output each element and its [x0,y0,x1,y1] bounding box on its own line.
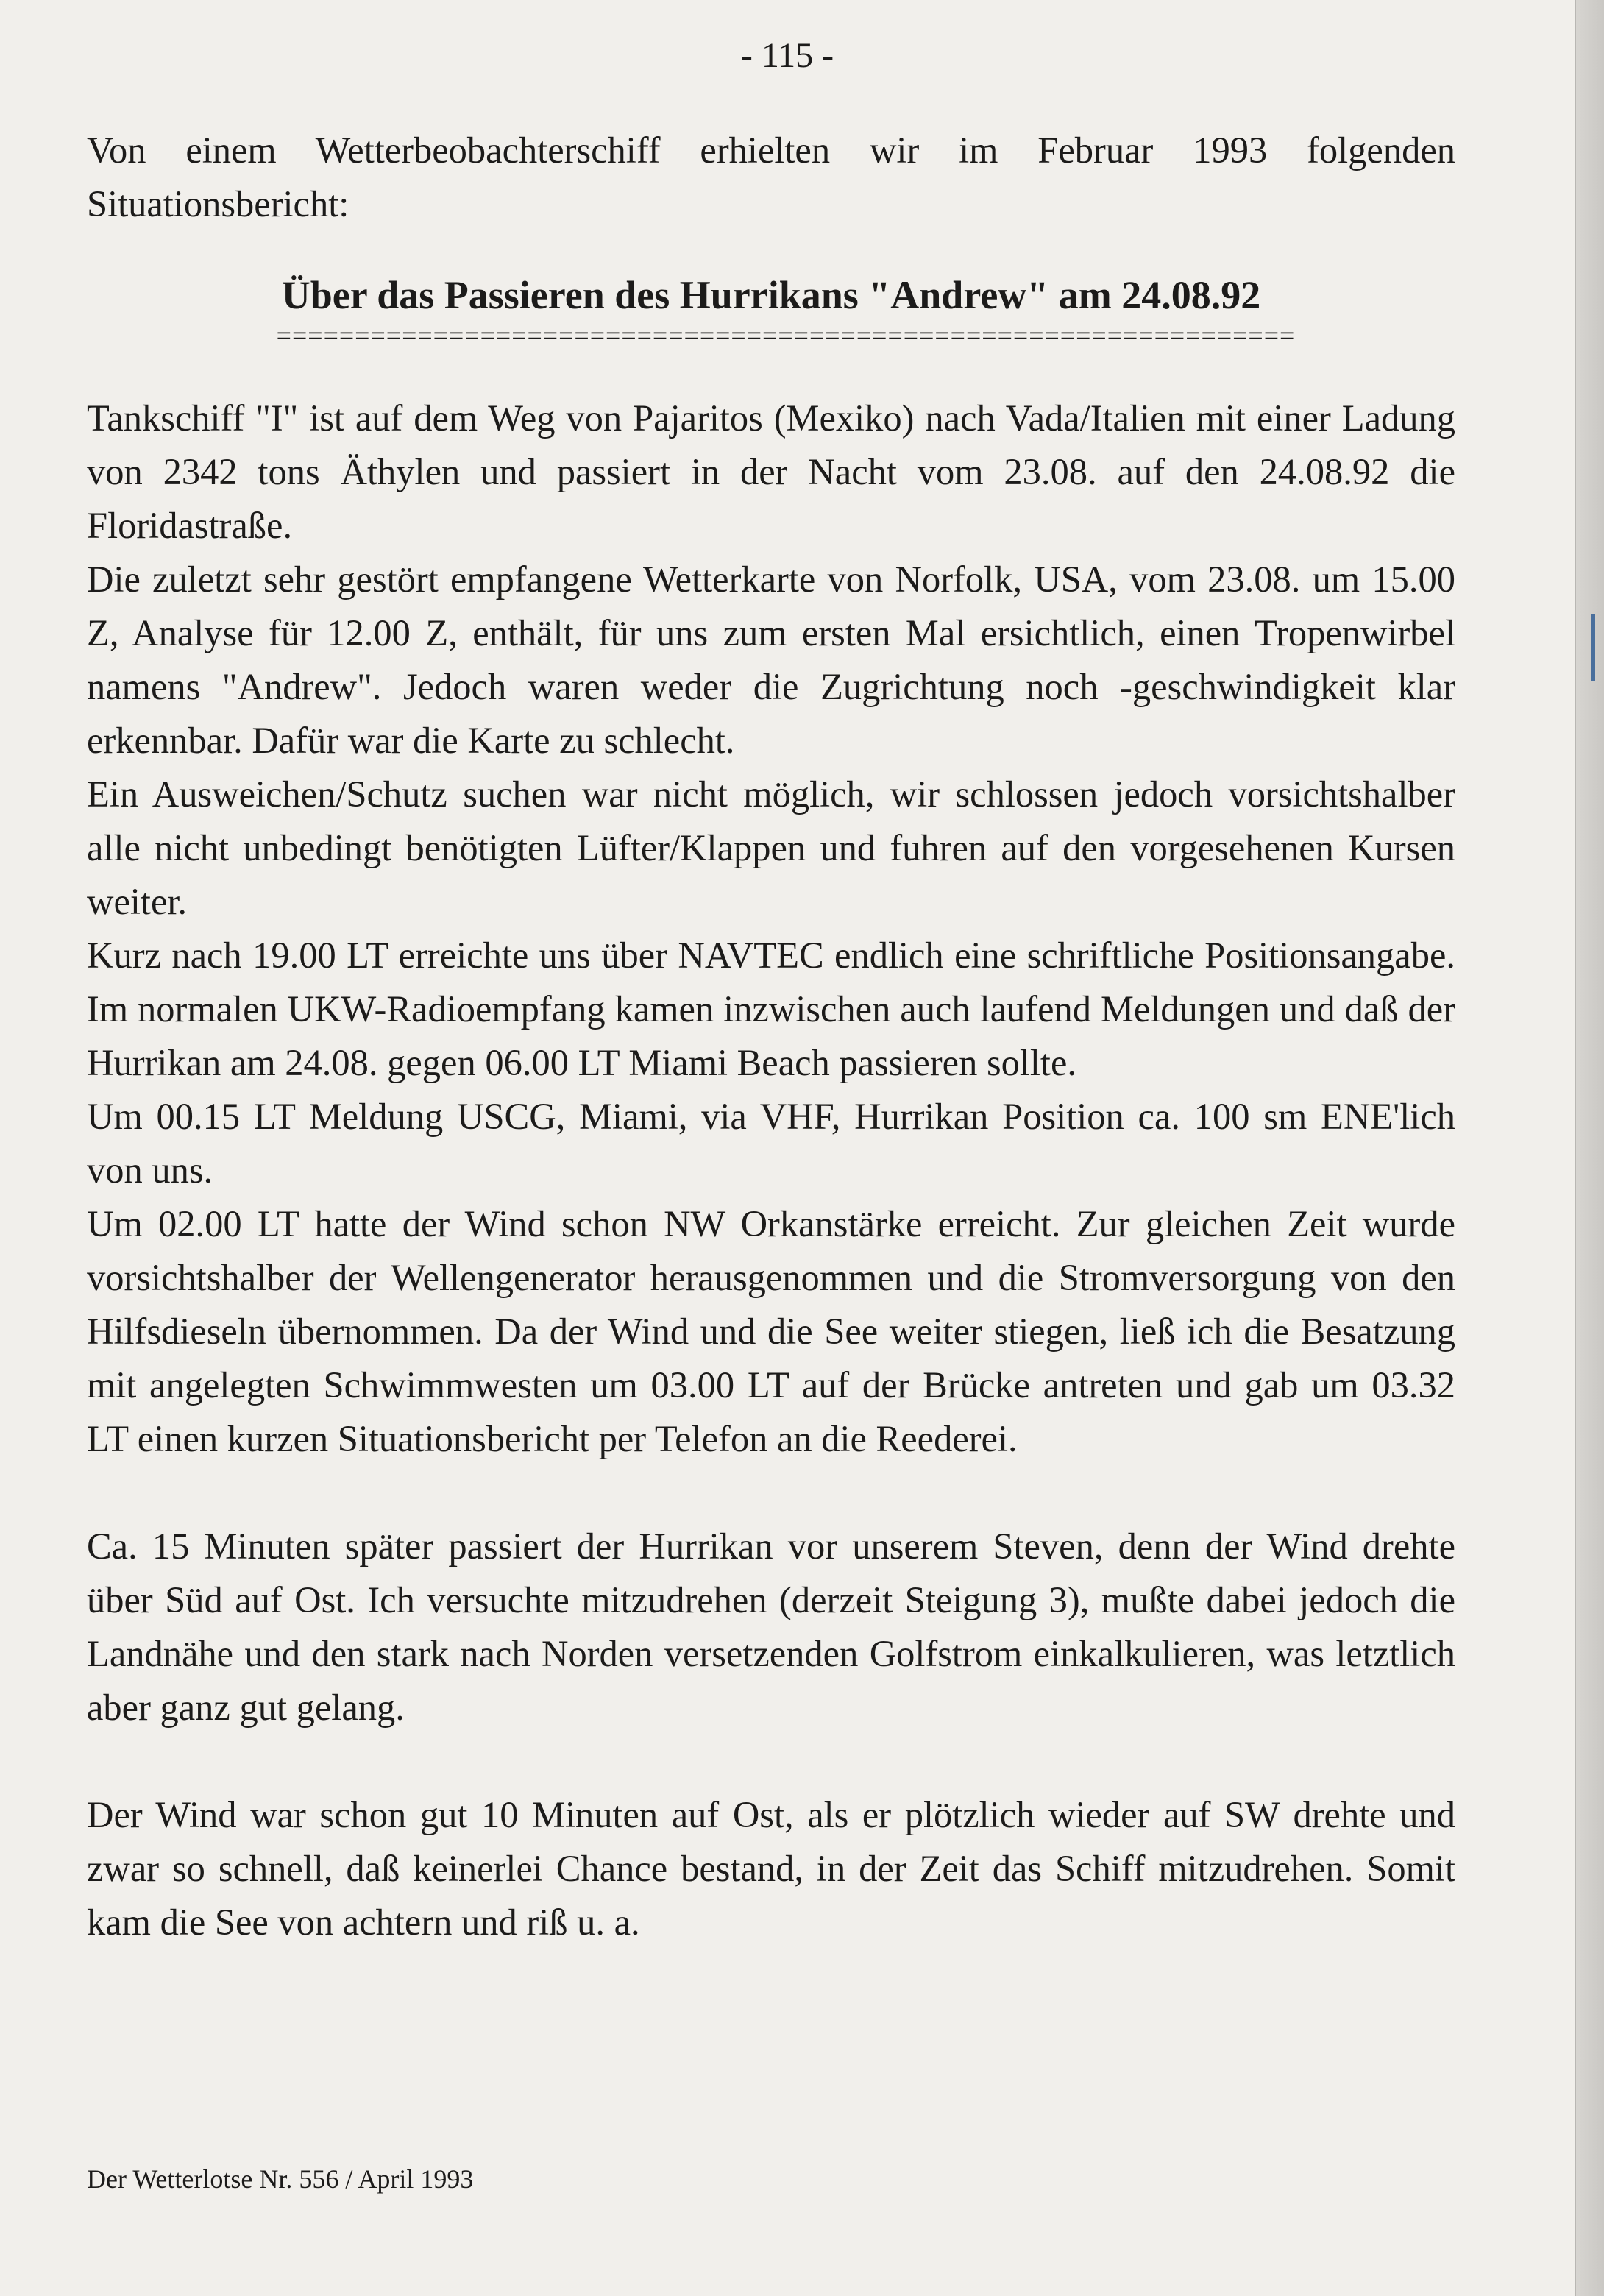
paragraph-hurricane-passing: Ca. 15 Minuten später passiert der Hurrikan vor unserem Steven, denn der Wind drehte über Süd auf Ost. Ich versuchte mitzudrehen (derzeit Steigung 3), mußte dabei jedoch die Landnähe und den stark nach Norden versetzenden Golfstrom einkalkulieren, was letztlich aber ganz gut gelang. [87,1526,1455,1728]
paragraph-weather-map: Die zuletzt sehr gestört empfangene Wetterkarte von Norfolk, USA, vom 23.08. um 15.00 Z, Analyse für 12.00 Z, enthält, für uns zum ersten Mal ersichtlich, einen Tropenwirbel namens "Andrew". Jedoch waren weder die Zugrichtung noch -geschwindigkeit klar erkennbar. Dafür war die Karte zu schlecht. [87,559,1455,761]
paragraph-navtex-report: Kurz nach 19.00 LT erreichte uns über NAVTEC endlich eine schriftliche Positionsangabe. Im normalen UKW-Radioempfang kamen inzwischen auch laufend Meldungen und daß der Hurrikan am 24.08. gegen 06.00 LT Miami Beach passieren sollte. [87,935,1455,1083]
edge-marker [1591,614,1595,681]
page-number: - 115 - [740,36,834,75]
paragraph-uscg-message: Um 00.15 LT Meldung USCG, Miami, via VHF, Hurrikan Position ca. 100 sm ENE'lich von uns. [87,1096,1455,1191]
article-heading: Über das Passieren des Hurrikans "Andrew" am 24.08.92 [281,273,1261,317]
footer-citation: Der Wetterlotse Nr. 556 / April 1993 [87,2164,474,2194]
page-edge-shadow [1575,0,1604,2296]
paragraph-tanker-route: Tankschiff "I" ist auf dem Weg von Pajaritos (Mexiko) nach Vada/Italien mit einer Ladung von 2342 tons Äthylen und passiert in der Nacht vom 23.08. auf den 24.08.92 die Floridastraße. [87,397,1455,546]
intro-paragraph: Von einem Wetterbeobachterschiff erhielten wir im Februar 1993 folgenden Situationsbericht: [87,130,1455,224]
paragraph-wind-shift: Der Wind war schon gut 10 Minuten auf Ost, als er plötzlich wieder auf SW drehte und zwar so schnell, daß keinerlei Chance bestand, in der Zeit das Schiff mitzudrehen. Somit kam die See von achtern und riß u. a. [87,1794,1455,1943]
heading-underline-rule: ================================================================= [276,321,1296,350]
paragraph-precautions: Ein Ausweichen/Schutz suchen war nicht möglich, wir schlossen jedoch vorsichtshalber alle nicht unbedingt benötigten Lüfter/Klappen und fuhren auf den vorgesehenen Kursen weiter. [87,773,1455,922]
article-body [87,124,1455,1949]
paragraph-hurricane-force: Um 02.00 LT hatte der Wind schon NW Orkanstärke erreicht. Zur gleichen Zeit wurde vorsichtshalber der Wellengenerator herausgenommen und die Stromversorgung von den Hilfsdieseln übernommen. Da der Wind und die See weiter stiegen, ließ ich die Besatzung mit angelegten Schwimmwesten um 03.00 LT auf der Brücke antreten und gab um 03.32 LT einen kurzen Situationsbericht per Telefon an die Reederei. [87,1203,1455,1459]
